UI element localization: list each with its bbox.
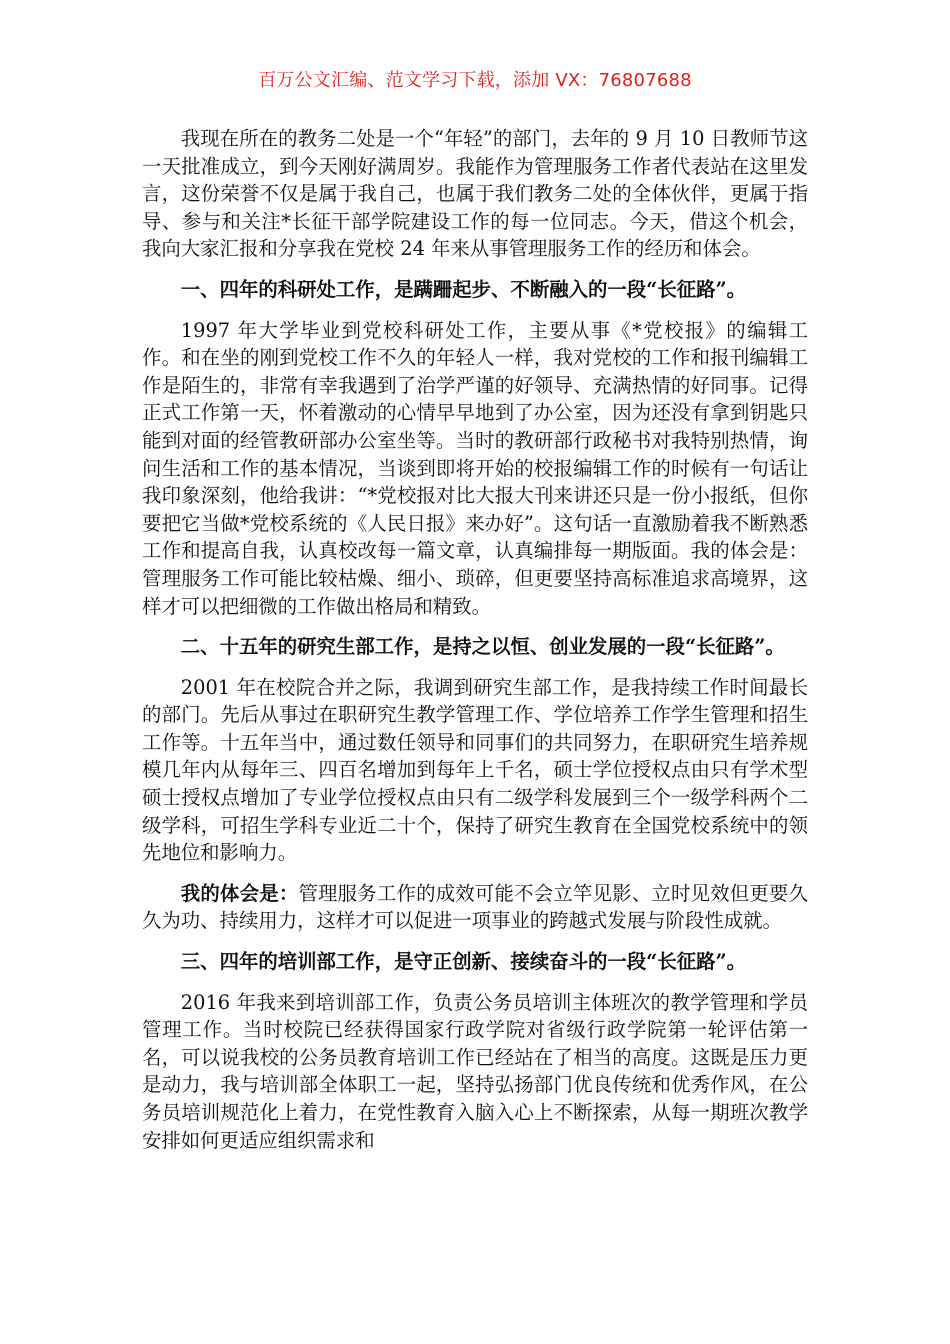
reflection-lead: 我的体会是： <box>180 881 299 905</box>
section-2-reflection <box>142 880 808 935</box>
section-heading-3: 三、四年的培训部工作，是守正创新、接续奋斗的一段“长征路”。 <box>180 950 747 974</box>
section-1-paragraph: 1997 年大学毕业到党校科研处工作，主要从事《*党校报》的编辑工作。和在坐的刚到党校工作不久的年轻人一样，我对党校的工作和报刊编辑工作是陌生的，非常有幸我遇到了治学严谨的好领导、充满热情的好同事。记得正式工作第一天，怀着激动的心情早早地到了办公室，因为还没有拿到钥匙只能到对面的经管教研部办公室坐等。当时的教研部行政秘书对我特别热情，询问生活和工作的基本情况，当谈到即将开始的校报编辑工作的时候有一句话让我印象深刻，他给我讲：“*党校报对比大报大刊来讲还只是一份小报纸，但你要把它当做*党校系统的《人民日报》来办好”。这句话一直激励着我不断熟悉工作和提高自我，认真校改每一篇文章，认真编排每一期版面。我的体会是：管理服务工作可能比较枯燥、细小、琐碎，但更要坚持高标准追求高境界，这样才可以把细微的工作做出格局和精致。 <box>142 318 808 618</box>
section-2-paragraph: 2001 年在校院合并之际，我调到研究生部工作，是我持续工作时间最长的部门。先后从事过在职研究生教学管理工作、学位培养工作学生管理和招生工作等。十五年当中，通过数任领导和同事们的共同努力，在职研究生培养规模几年内从每年三、四百名增加到每年上千名，硕士学位授权点由只有学术型硕士授权点增加了专业学位授权点由只有二级学科发展到三个一级学科两个二级学科，可招生学科专业近二十个，保持了研究生教育在全国党校系统中的领先地位和影响力。 <box>142 675 808 865</box>
intro-paragraph: 我现在所在的教务二处是一个“年轻”的部门，去年的 9 月 10 日教师节这一天批准成立，到今天刚好满周岁。我能作为管理服务工作者代表站在这里发言，这份荣誉不仅是属于我自己，也属于我们教务二处的全体伙伴，更属于指导、参与和关注*长征干部学院建设工作的每一位同志。今天，借这个机会，我向大家汇报和分享我在党校 24 年来从事管理服务工作的经历和体会。 <box>142 127 808 261</box>
download-banner: 百万公文汇编、范文学习下载，添加 VX：76807688 <box>258 70 692 91</box>
section-3-paragraph: 2016 年我来到培训部工作，负责公务员培训主体班次的教学管理和学员管理工作。当时校院已经获得国家行政学院对省级行政学院第一轮评估第一名，可以说我校的公务员教育培训工作已经站在了相当的高度。这既是压力更是动力，我与培训部全体职工一起，坚持弘扬部门优良传统和优秀作风，在公务员培训规范化上着力，在党性教育入脑入心上不断探索，从每一期班次教学安排如何更适应组织需求和 <box>142 990 808 1152</box>
reflection-text: 管理服务工作的成效可能不会立竿见影、立时见效但更要久久为功、持续用力，这样才可以促进一项事业的跨越式发展与阶段性成就。 <box>142 881 809 933</box>
section-heading-2: 二、十五年的研究生部工作，是持之以恒、创业发展的一段“长征路”。 <box>180 635 785 659</box>
document-body <box>142 125 808 1167</box>
section-heading-1: 一、四年的科研处工作，是蹒跚起步、不断融入的一段“长征路”。 <box>180 277 747 301</box>
